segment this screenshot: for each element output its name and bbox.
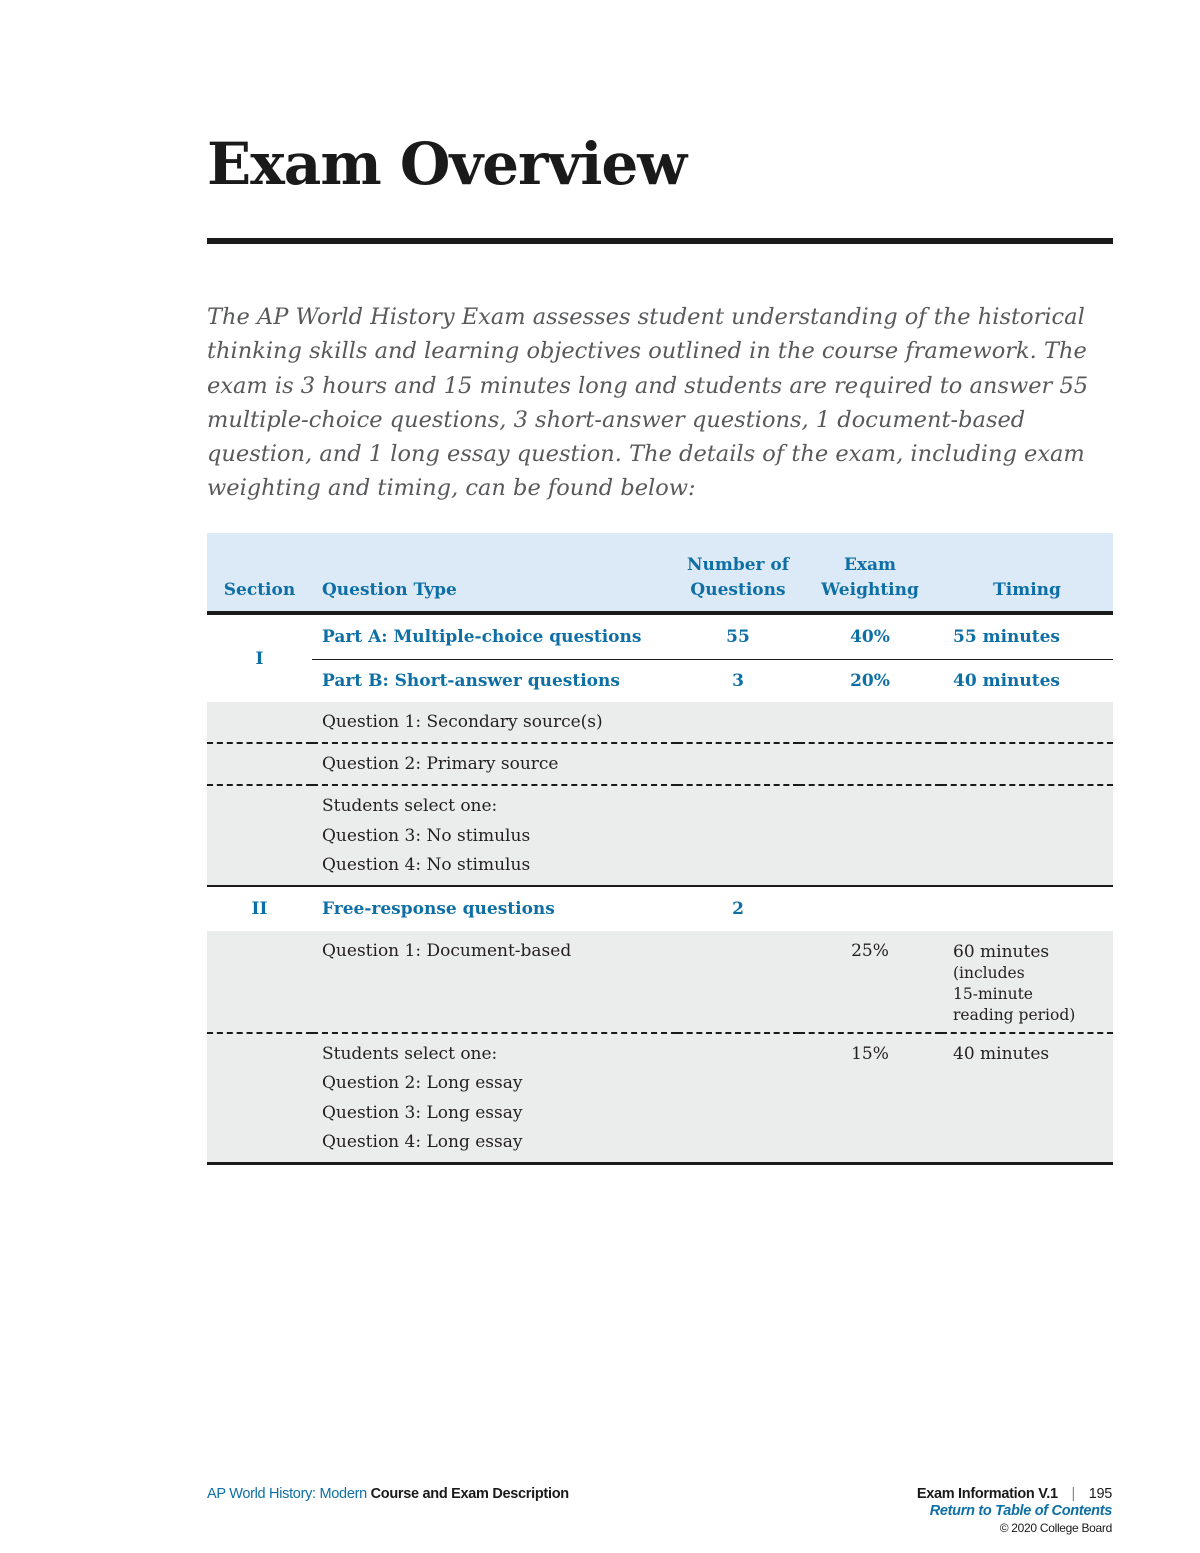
header-weighting-line-1: Exam — [843, 555, 897, 575]
saq-1 — [312, 702, 677, 743]
part-a-timing: 55 minutes — [953, 627, 1060, 647]
saq-2 — [312, 743, 677, 785]
header-exam-weighting — [799, 533, 941, 613]
table-row-saq-1 — [207, 702, 1113, 743]
dbq-label: Question 1: — [322, 940, 422, 961]
saq-select-group — [312, 785, 677, 886]
return-to-toc-link[interactable]: Return to Table of Contents — [929, 1503, 1112, 1519]
leq-4-desc: Long essay — [426, 1132, 523, 1152]
dbq-timing-note-2: 15-minute — [953, 984, 1033, 1003]
footer-separator: | — [1071, 1486, 1075, 1502]
footer-page-number: 195 — [1088, 1486, 1112, 1502]
header-timing: Timing — [941, 533, 1113, 613]
leq-3-label: Question 3: — [322, 1102, 422, 1123]
part-a-type: Part A: Multiple-choice questions — [322, 627, 642, 647]
intro-paragraph: The AP World History Exam assesses student understanding of the historical thinking skills and learning objectives outlined in the course framework. The exam is 3 hours and 15 minutes long and students are required to answer 55 multiple-choice questions, 3 short-answer questions, 1 document-based question, and 1 long essay question. The details of the exam, including exam weighting and timing, can be found below: — [207, 304, 1089, 502]
section-i-label: I — [207, 613, 312, 702]
leq-select-heading: Students select one: — [322, 1043, 498, 1064]
free-response-number: 2 — [677, 886, 799, 931]
part-b-type: Part B: Short-answer questions — [312, 660, 677, 703]
dbq — [312, 931, 677, 1033]
leq-2-desc: Long essay — [426, 1073, 523, 1093]
saq-2-desc: Primary source — [426, 754, 559, 774]
table-row-part-a — [207, 613, 1113, 660]
table-row-part-b — [207, 660, 1113, 703]
table-row-free-response — [207, 886, 1113, 931]
exam-overview-table — [207, 533, 1113, 1165]
dbq-timing — [941, 931, 1113, 1033]
part-b-number: 3 — [677, 660, 799, 703]
dbq-timing-note-3: reading period) — [953, 1005, 1076, 1024]
part-a-weighting: 40% — [850, 627, 890, 647]
saq-3-desc: No stimulus — [426, 825, 531, 846]
dbq-weighting: 25% — [799, 931, 941, 1033]
free-response-type: Free-response questions — [312, 886, 677, 931]
saq-1-desc: Secondary source(s) — [426, 712, 603, 732]
page-title: Exam Overview — [207, 130, 687, 198]
section-ii-label: II — [207, 886, 312, 931]
table-row-saq-select — [207, 785, 1113, 886]
part-b-timing: 40 minutes — [941, 660, 1113, 703]
header-question-type: Question Type — [312, 533, 677, 613]
leq-3-desc: Long essay — [426, 1102, 523, 1123]
table-row-dbq — [207, 931, 1113, 1033]
title-divider — [207, 238, 1113, 244]
leq-2-label: Question 2: — [322, 1073, 422, 1093]
footer-course — [207, 1486, 569, 1502]
saq-3 — [322, 822, 671, 852]
header-section: Section — [207, 533, 312, 613]
saq-select-heading: Students select one: — [322, 796, 498, 816]
header-number-of-questions — [677, 533, 799, 613]
footer-copyright: © 2020 College Board — [999, 1521, 1112, 1535]
saq-4 — [322, 851, 671, 881]
table-header-row — [207, 533, 1113, 613]
part-a-number: 55 — [726, 627, 750, 647]
header-number-line-1: Number of — [686, 555, 790, 575]
dbq-desc: Document-based — [426, 940, 572, 961]
saq-1-label: Question 1: — [322, 712, 422, 732]
saq-4-label: Question 4: — [322, 855, 422, 875]
leq-4-label: Question 4: — [322, 1132, 422, 1152]
leq-2 — [322, 1069, 671, 1099]
leq-4 — [322, 1128, 671, 1158]
leq-3 — [322, 1099, 671, 1129]
dbq-timing-note-1: (includes — [953, 963, 1025, 982]
leq-group — [312, 1033, 677, 1164]
dbq-timing-main: 60 minutes — [953, 941, 1050, 962]
header-number-line-2: Questions — [690, 580, 786, 600]
table-row-leq — [207, 1033, 1113, 1164]
footer-course-description: Course and Exam Description — [370, 1486, 569, 1502]
saq-4-desc: No stimulus — [426, 855, 531, 875]
footer-section: Exam Information V.1 — [916, 1486, 1058, 1502]
footer-page-info — [917, 1486, 1112, 1535]
footer-course-name: AP World History: Modern — [207, 1486, 367, 1502]
saq-3-label: Question 3: — [322, 825, 422, 846]
table-row-saq-2 — [207, 743, 1113, 785]
header-weighting-line-2: Weighting — [821, 580, 919, 600]
part-b-weighting: 20% — [799, 660, 941, 703]
leq-timing: 40 minutes — [941, 1033, 1113, 1164]
saq-2-label: Question 2: — [322, 754, 422, 774]
leq-weighting: 15% — [799, 1033, 941, 1164]
